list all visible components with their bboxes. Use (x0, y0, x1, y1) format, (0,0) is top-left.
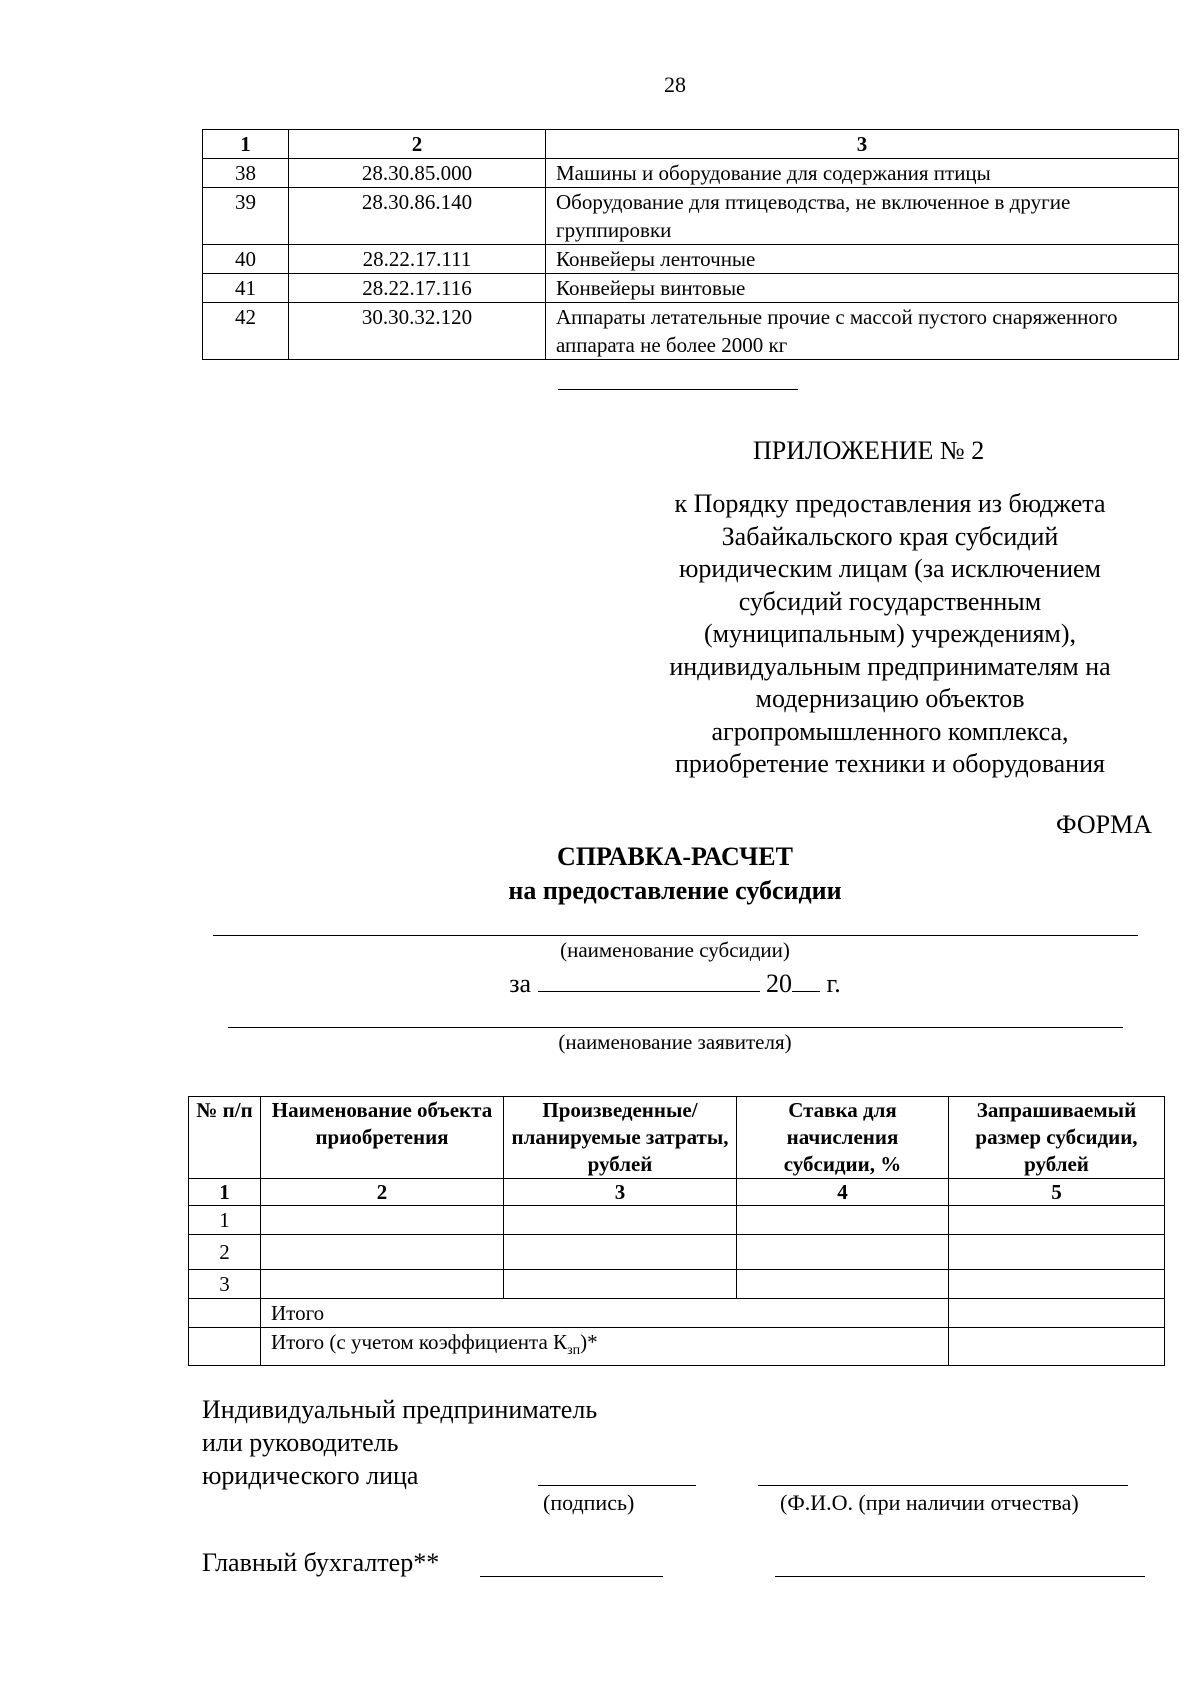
total-coefficient-label (261, 1328, 949, 1366)
chief-signature-line (480, 1576, 663, 1577)
equipment-table (202, 129, 1179, 360)
row-number: 38 (203, 159, 289, 188)
row-code: 28.22.17.111 (289, 245, 546, 274)
total-coef-prefix: Итого (с учетом коэффициента К (271, 1330, 568, 1354)
row-index: 2 (189, 1235, 261, 1270)
empty-cell (189, 1299, 261, 1328)
subsidy-name-caption: (наименование субсидии) (560, 938, 790, 962)
table-row (189, 1270, 1165, 1299)
form-label: ФОРМА (1056, 810, 1152, 839)
appendix-line: приобретение техники и оборудования (675, 749, 1105, 778)
empty-cell (189, 1328, 261, 1366)
table-row (203, 159, 1179, 188)
header-object: Наименование объекта приобретения (261, 1097, 504, 1179)
appendix-text (620, 488, 1160, 781)
empty-cell (949, 1235, 1165, 1270)
period-blank (538, 967, 760, 992)
appendix-line: к Порядку предоставления из бюджета (674, 489, 1106, 518)
page-number: 28 (664, 72, 686, 97)
calculation-table (188, 1096, 1165, 1366)
column-number: 1 (189, 1179, 261, 1206)
empty-cell (261, 1206, 504, 1235)
chief-name-line (775, 1576, 1145, 1577)
empty-cell (949, 1270, 1165, 1299)
signature-line (538, 1485, 696, 1486)
table-row (203, 303, 1179, 360)
table-row (189, 1206, 1165, 1235)
column-number: 4 (737, 1179, 949, 1206)
row-number: 41 (203, 274, 289, 303)
row-name: Машины и оборудование для содержания птицы (546, 159, 1179, 188)
year-blank (792, 967, 820, 992)
appendix-line: юридическим лицам (за исключением (679, 554, 1101, 583)
empty-cell (949, 1206, 1165, 1235)
header-amount: Запрашиваемый размер субсидии, рублей (949, 1097, 1165, 1179)
row-code: 28.22.17.116 (289, 274, 546, 303)
empty-cell (504, 1206, 737, 1235)
signatory-label (202, 1393, 597, 1492)
full-name-caption: (Ф.И.О. (при наличии отчества) (780, 1490, 1079, 1515)
period-year-prefix: 20 (766, 969, 793, 998)
column-number: 2 (261, 1179, 504, 1206)
period-prefix: за (509, 969, 532, 998)
empty-cell (949, 1299, 1165, 1328)
column-number: 3 (504, 1179, 737, 1206)
applicant-name-caption: (наименование заявителя) (558, 1030, 792, 1054)
total-coefficient-row (189, 1328, 1165, 1366)
total-coef-suffix: )* (580, 1330, 598, 1354)
header-numbers-row (189, 1179, 1165, 1206)
total-row (189, 1299, 1165, 1328)
applicant-name-line (228, 1027, 1123, 1028)
empty-cell (737, 1270, 949, 1299)
period-line (0, 967, 1200, 999)
document-subtitle: на предоставление субсидии (508, 876, 842, 905)
row-index: 3 (189, 1270, 261, 1299)
appendix-title: ПРИЛОЖЕНИЕ № 2 (753, 436, 985, 465)
empty-cell (737, 1235, 949, 1270)
full-name-line (758, 1485, 1128, 1486)
total-label: Итого (261, 1299, 949, 1328)
row-name: Конвейеры ленточные (546, 245, 1179, 274)
table-row (203, 274, 1179, 303)
empty-cell (737, 1206, 949, 1235)
row-index: 1 (189, 1206, 261, 1235)
signatory-line: Индивидуальный предприниматель (202, 1395, 598, 1424)
table-row (203, 188, 1179, 245)
row-number: 40 (203, 245, 289, 274)
appendix-line: субсидий государственным (738, 586, 1042, 616)
row-number: 39 (203, 188, 289, 245)
header-number: № п/п (189, 1097, 261, 1179)
appendix-line: (муниципальным) учреждениям), (703, 619, 1077, 648)
row-code: 28.30.86.140 (289, 188, 546, 245)
table-row (203, 245, 1179, 274)
table-row (189, 1235, 1165, 1270)
table-header-cell: 3 (546, 130, 1179, 159)
header-rate: Ставка для начисления субсидии, % (737, 1097, 949, 1179)
subsidy-name-line (213, 935, 1138, 936)
period-suffix: г. (826, 969, 841, 998)
empty-cell (261, 1270, 504, 1299)
chief-accountant-label: Главный бухгалтер** (202, 1548, 440, 1577)
signatory-line: юридического лица (202, 1461, 419, 1490)
empty-cell (504, 1235, 737, 1270)
total-coef-subscript: зп (567, 1343, 581, 1359)
table-header-row (189, 1097, 1165, 1179)
document-title: СПРАВКА-РАСЧЕТ (557, 842, 793, 871)
column-number: 5 (949, 1179, 1165, 1206)
header-costs: Произведенные/планируемые затраты, рублей (504, 1097, 737, 1179)
table-header-cell: 1 (203, 130, 289, 159)
row-number: 42 (203, 303, 289, 360)
empty-cell (504, 1270, 737, 1299)
table-header-cell: 2 (289, 130, 546, 159)
empty-cell (261, 1235, 504, 1270)
signatory-line: или руководитель (202, 1428, 399, 1457)
signature-caption: (подпись) (543, 1490, 635, 1515)
appendix-line: агропромышленного комплекса, (711, 716, 1069, 746)
row-code: 30.30.32.120 (289, 303, 546, 360)
row-name: Аппараты летательные прочие с массой пустого снаряженного аппарата не более 2000 кг (546, 303, 1179, 360)
table-header-row (203, 130, 1179, 159)
appendix-line: Забайкальского края субсидий (721, 521, 1059, 551)
section-divider (558, 389, 798, 390)
empty-cell (949, 1328, 1165, 1366)
appendix-line: индивидуальным предпринимателям на (669, 651, 1111, 681)
appendix-line: модернизацию объектов (755, 684, 1025, 713)
row-name: Оборудование для птицеводства, не включенное в другие группировки (546, 188, 1179, 245)
row-code: 28.30.85.000 (289, 159, 546, 188)
row-name: Конвейеры винтовые (546, 274, 1179, 303)
